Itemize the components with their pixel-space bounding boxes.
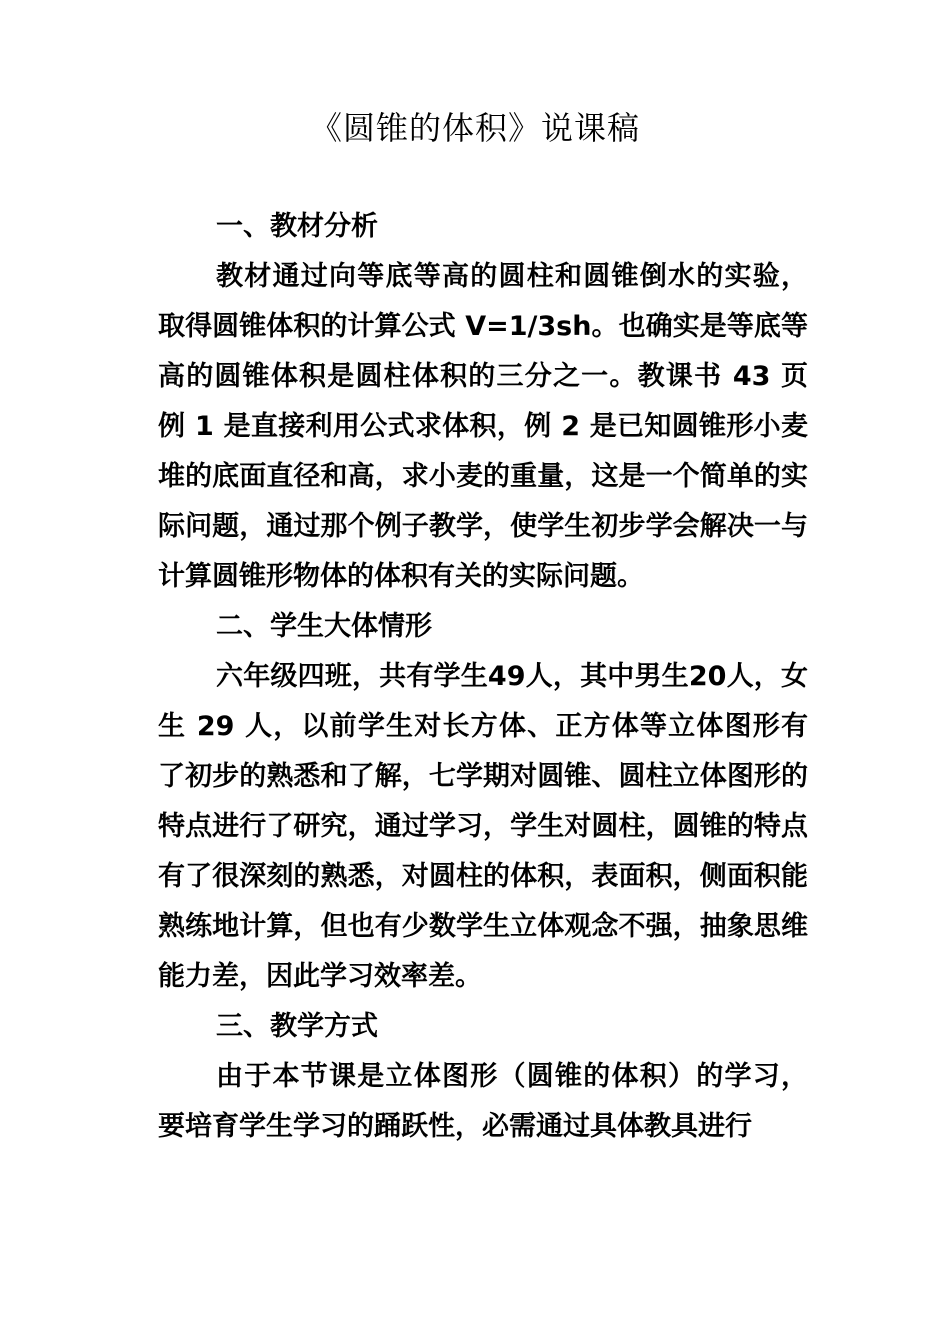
- section-heading: 二、学生大体情形: [216, 611, 432, 642]
- section-heading: 一、教材分析: [216, 211, 378, 242]
- section-student-situation: [158, 602, 808, 1002]
- section-paragraph: 六年级四班，共有学生49人，其中男生20人，女生 29 人，以前学生对长方体、正方体等立体图形有了初步的熟悉和了解，七学期对圆锥、圆柱立体图形的特点进行了研究，通过学习，学生对圆柱，圆锥的特点有了很深刻的熟悉，对圆柱的体积，表面积，侧面积能熟练地计算，但也有少数学生立体观念不强，抽象思维能力差，因此学习效率差。: [158, 661, 808, 992]
- section-teaching-method: [158, 1002, 808, 1152]
- section-paragraph: 教材通过向等底等高的圆柱和圆锥倒水的实验，取得圆锥体积的计算公式 V=1/3sh。也确实是等底等高的圆锥体积是圆柱体积的三分之一。教课书 43 页例 1 是直接利用公式求体积，例 2 是已知圆锥形小麦堆的底面直径和高，求小麦的重量，这是一个简单的实际问题，通过那个例子教学，使学生初步学会解决一与计算圆锥形物体的体积有关的实际问题。: [158, 261, 808, 592]
- document-body: [158, 202, 808, 1152]
- section-textbook-analysis: [158, 202, 808, 602]
- section-heading: 三、教学方式: [216, 1011, 378, 1042]
- document-title: 《圆锥的体积》说课稿: [309, 109, 640, 148]
- section-paragraph: 由于本节课是立体图形（圆锥的体积）的学习，要培育学生学习的踊跃性，必需通过具体教具进行: [158, 1061, 808, 1142]
